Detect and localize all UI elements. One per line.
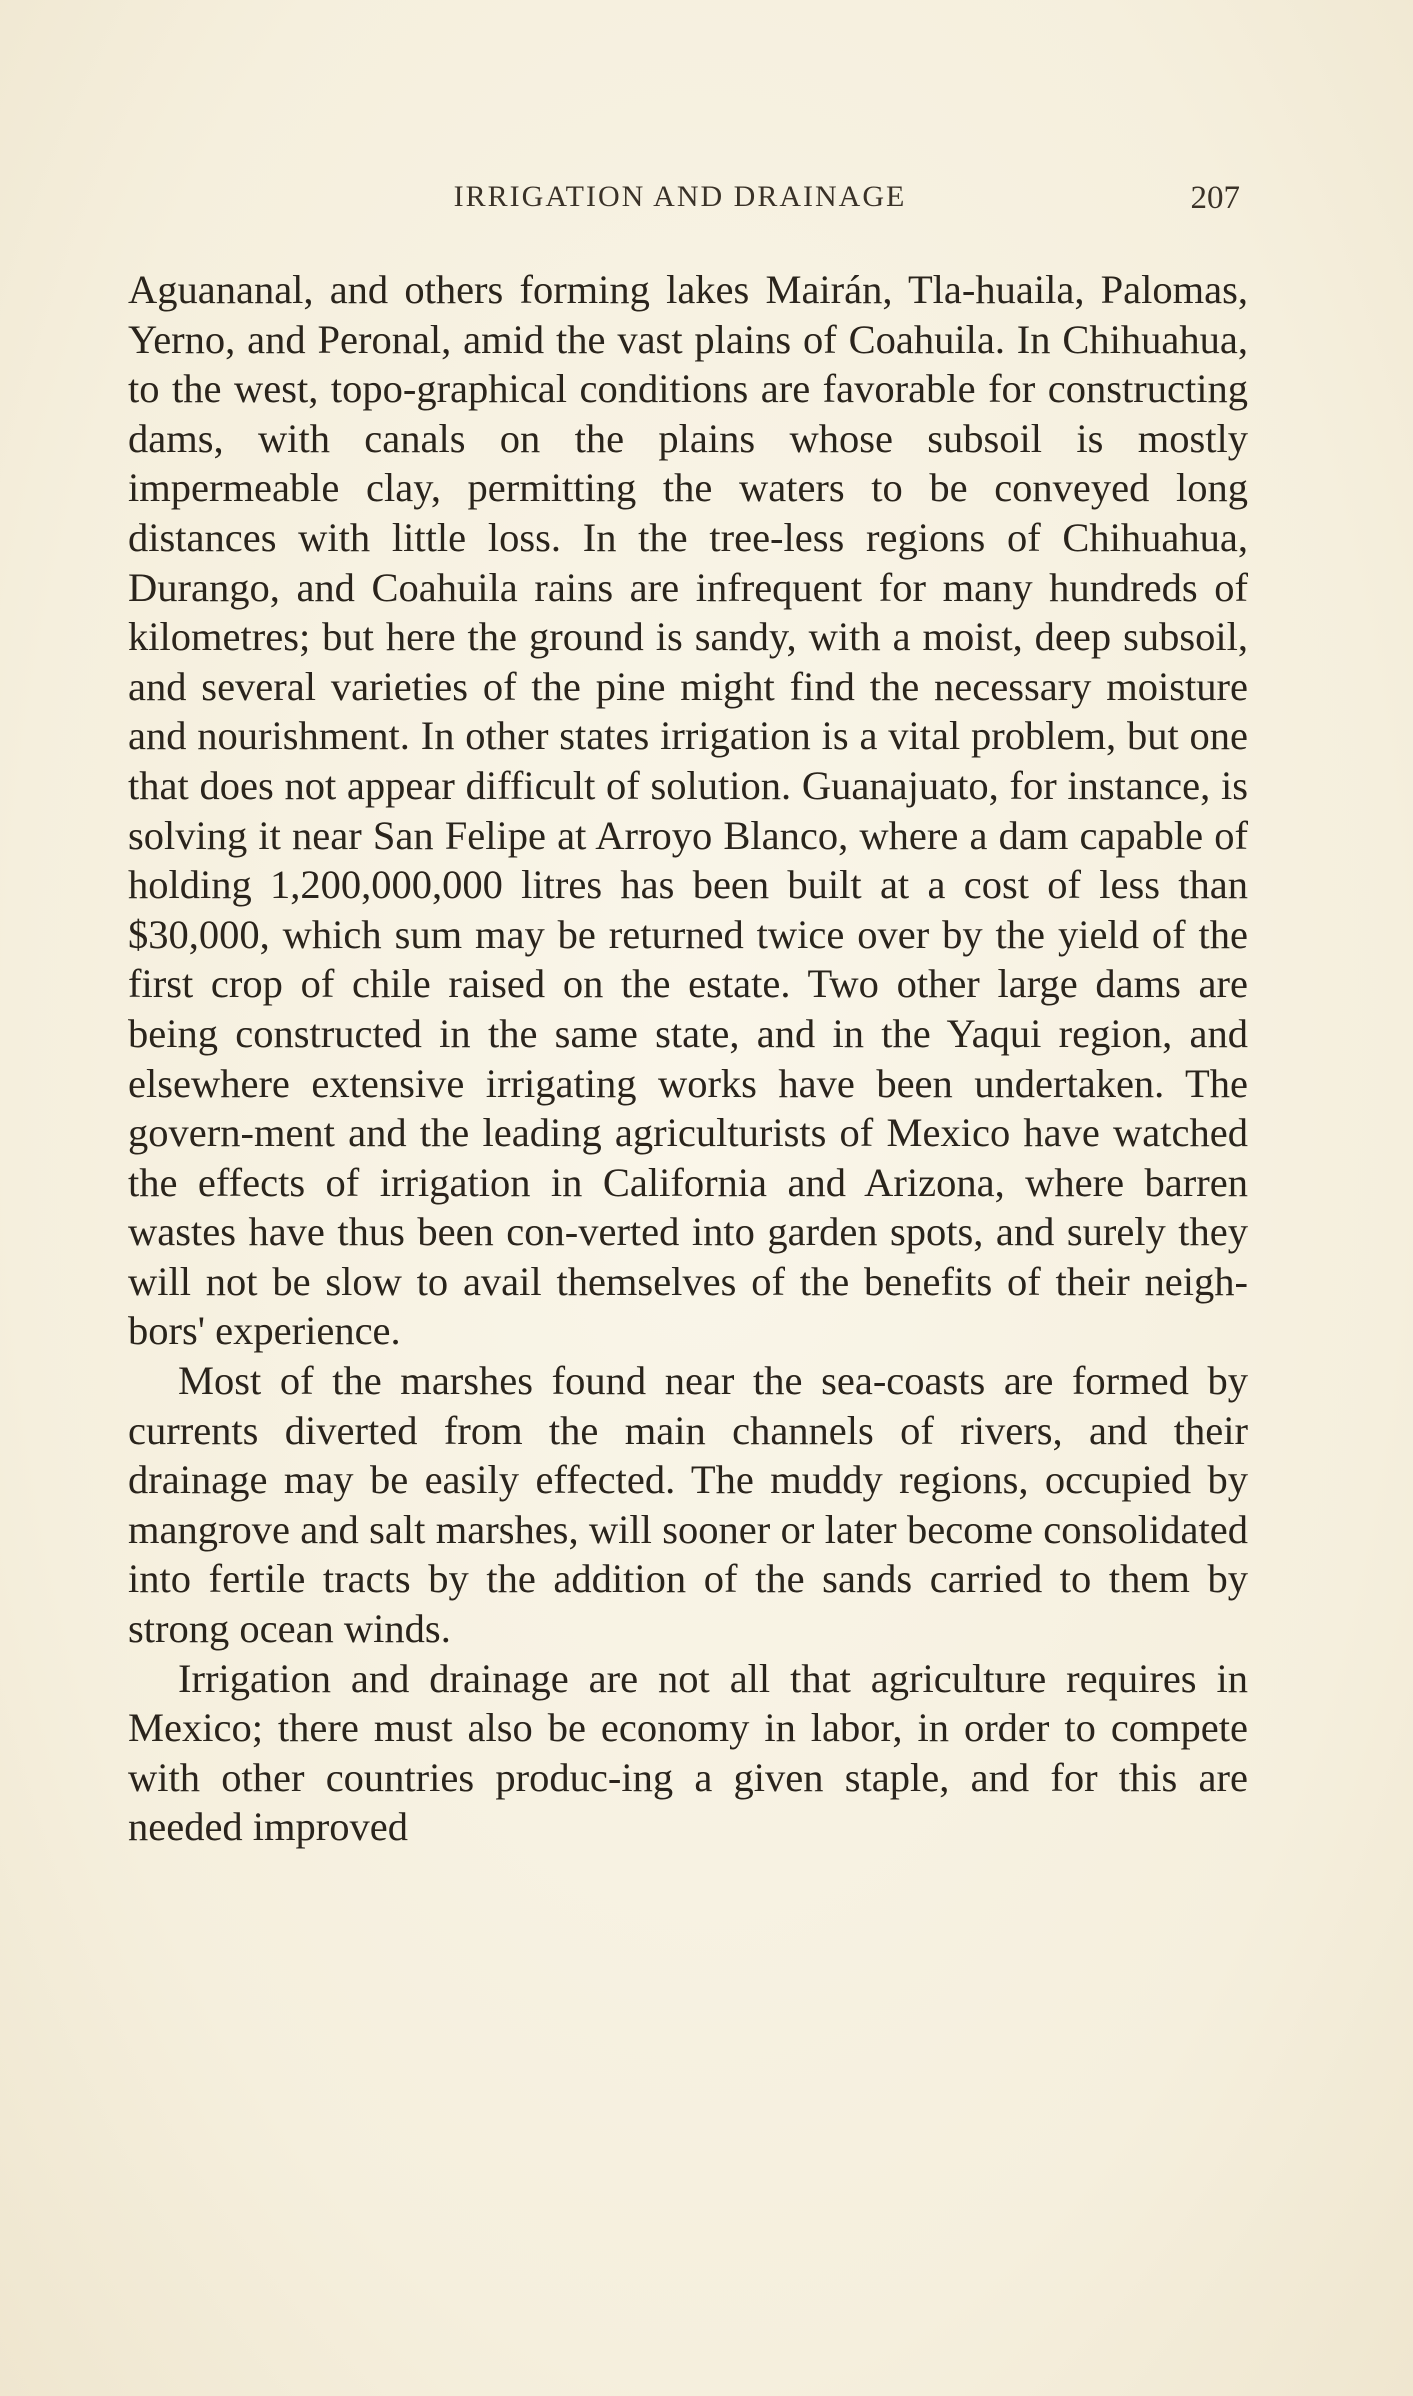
page-number: 207 [1190, 180, 1240, 216]
running-title: IRRIGATION AND DRAINAGE [453, 180, 907, 213]
paragraph-1: Aguananal, and others forming lakes Mairán, Tla-huaila, Palomas, Yerno, and Peronal, amid the vast plains of Coahuila. In Chihuahua, to the west, topo-graphical conditions are favorable for constructing dams, with canals on the plains whose subsoil is mostly impermeable clay, permitting the waters to be conveyed long distances with little loss. In the tree-less regions of Chihuahua, Durango, and Coahuila rains are infrequent for many hundreds of kilometres; but here the ground is sandy, with a moist, deep subsoil, and several varieties of the pine might find the necessary moisture and nourishment. In other states irrigation is a vital problem, but one that does not appear difficult of solution. Guanajuato, for instance, is solving it near San Felipe at Arroyo Blanco, where a dam capable of holding 1,200,000,000 litres has been built at a cost of less than $30,000, which sum may be returned twice over by the yield of the first crop of chile raised on the estate. Two other large dams are being constructed in the same state, and in the Yaqui region, and elsewhere extensive irrigating works have been undertaken. The govern-ment and the leading agriculturists of Mexico have watched the effects of irrigation in California and Arizona, where barren wastes have thus been con-verted into garden spots, and surely they will not be slow to avail themselves of the benefits of their neigh-bors' experience. [128, 267, 1248, 1354]
paragraph-2: Most of the marshes found near the sea-coasts are formed by currents diverted from the main channels of rivers, and their drainage may be easily effected. The muddy regions, occupied by mangrove and salt marshes, will sooner or later become consolidated into fertile tracts by the addition of the sands carried to them by strong ocean winds. [128, 1358, 1248, 1652]
body-text [128, 265, 1248, 1852]
paragraph-3: Irrigation and drainage are not all that agriculture requires in Mexico; there must also be economy in labor, in order to compete with other countries produc-ing a given staple, and for this are needed improved [128, 1655, 1248, 1850]
running-head [120, 180, 1240, 220]
